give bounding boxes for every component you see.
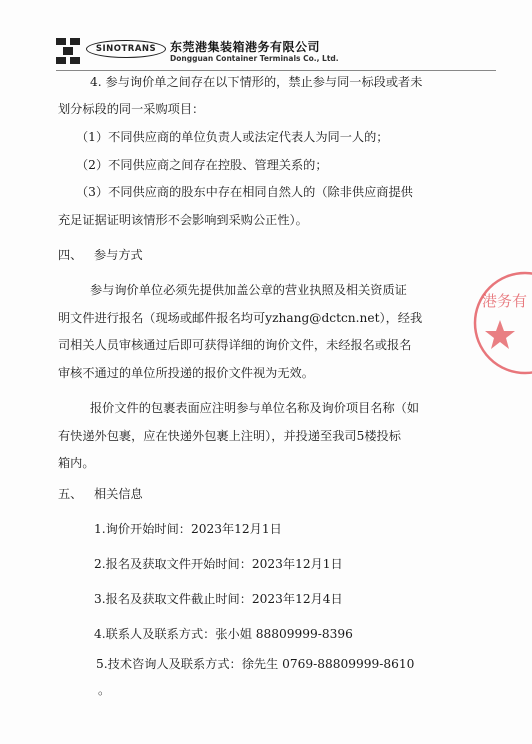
section4-p1-line4: 审核不通过的单位所投递的报价文件视为无效。 (58, 366, 314, 380)
company-logo-icon (56, 38, 80, 64)
section4-number: 四、 (58, 248, 83, 262)
section5-number: 五、 (58, 487, 83, 501)
item3-line1: （3）不同供应商的股东中存在相同自然人的（除非供应商提供 (76, 185, 413, 199)
section4-title: 参与方式 (94, 248, 143, 262)
company-name-cn: 东莞港集装箱港务有限公司 (170, 40, 321, 54)
info-registration-start: 2.报名及获取文件开始时间：2023年12月1日 (94, 557, 343, 571)
item2: （2）不同供应商之间存在控股、管理关系的； (76, 158, 328, 172)
info-tech-contact: 5.技术咨询人及联系方式：徐先生 0769-88809999-8610 (96, 657, 415, 671)
seal-text: 港务有 (482, 292, 528, 310)
company-name-en: Dongguan Container Terminals Co., Ltd. (170, 54, 339, 63)
para4-line1: 4. 参与询价单之间存在以下情形的，禁止参与同一标段或者未 (90, 75, 423, 89)
company-seal-stamp (470, 268, 532, 378)
info-contact: 4.联系人及联系方式：张小姐 88809999-8396 (94, 627, 353, 641)
item3-line2: 充足证据证明该情形不会影响到采购公正性）。 (58, 213, 308, 227)
section4-p1-line3: 司相关人员审核通过后即可获得详细的询价文件，未经报名或报名 (58, 338, 412, 352)
info-start-time: 1.询价开始时间：2023年12月1日 (94, 522, 282, 536)
info-registration-end: 3.报名及获取文件截止时间：2023年12月4日 (94, 592, 343, 606)
section4-p2-line1: 报价文件的包裹表面应注明参与单位名称及询价项目名称（如 (90, 401, 420, 415)
section5-title: 相关信息 (94, 487, 143, 501)
sinotrans-logo: SINOTRANS (86, 40, 166, 58)
header-divider (56, 70, 496, 71)
para4-line2: 划分标段的同一采购项目： (58, 102, 205, 116)
section4-p2-line2: 有快递外包裹，应在快递外包裹上注明），并投递至我司5楼投标 (58, 429, 401, 443)
letterhead (56, 38, 496, 68)
section4-p2-line3: 箱内。 (58, 456, 95, 470)
item1: （1）不同供应商的单位负责人或法定代表人为同一人的； (76, 130, 389, 144)
section4-p1-line1: 参与询价单位必须先提供加盖公章的营业执照及相关资质证 (90, 283, 407, 297)
section4-p1-line2: 明文件进行报名（现场或邮件报名均可yzhang@dctcn.net），经我 (58, 311, 423, 325)
trailing-mark: 。 (98, 683, 111, 697)
